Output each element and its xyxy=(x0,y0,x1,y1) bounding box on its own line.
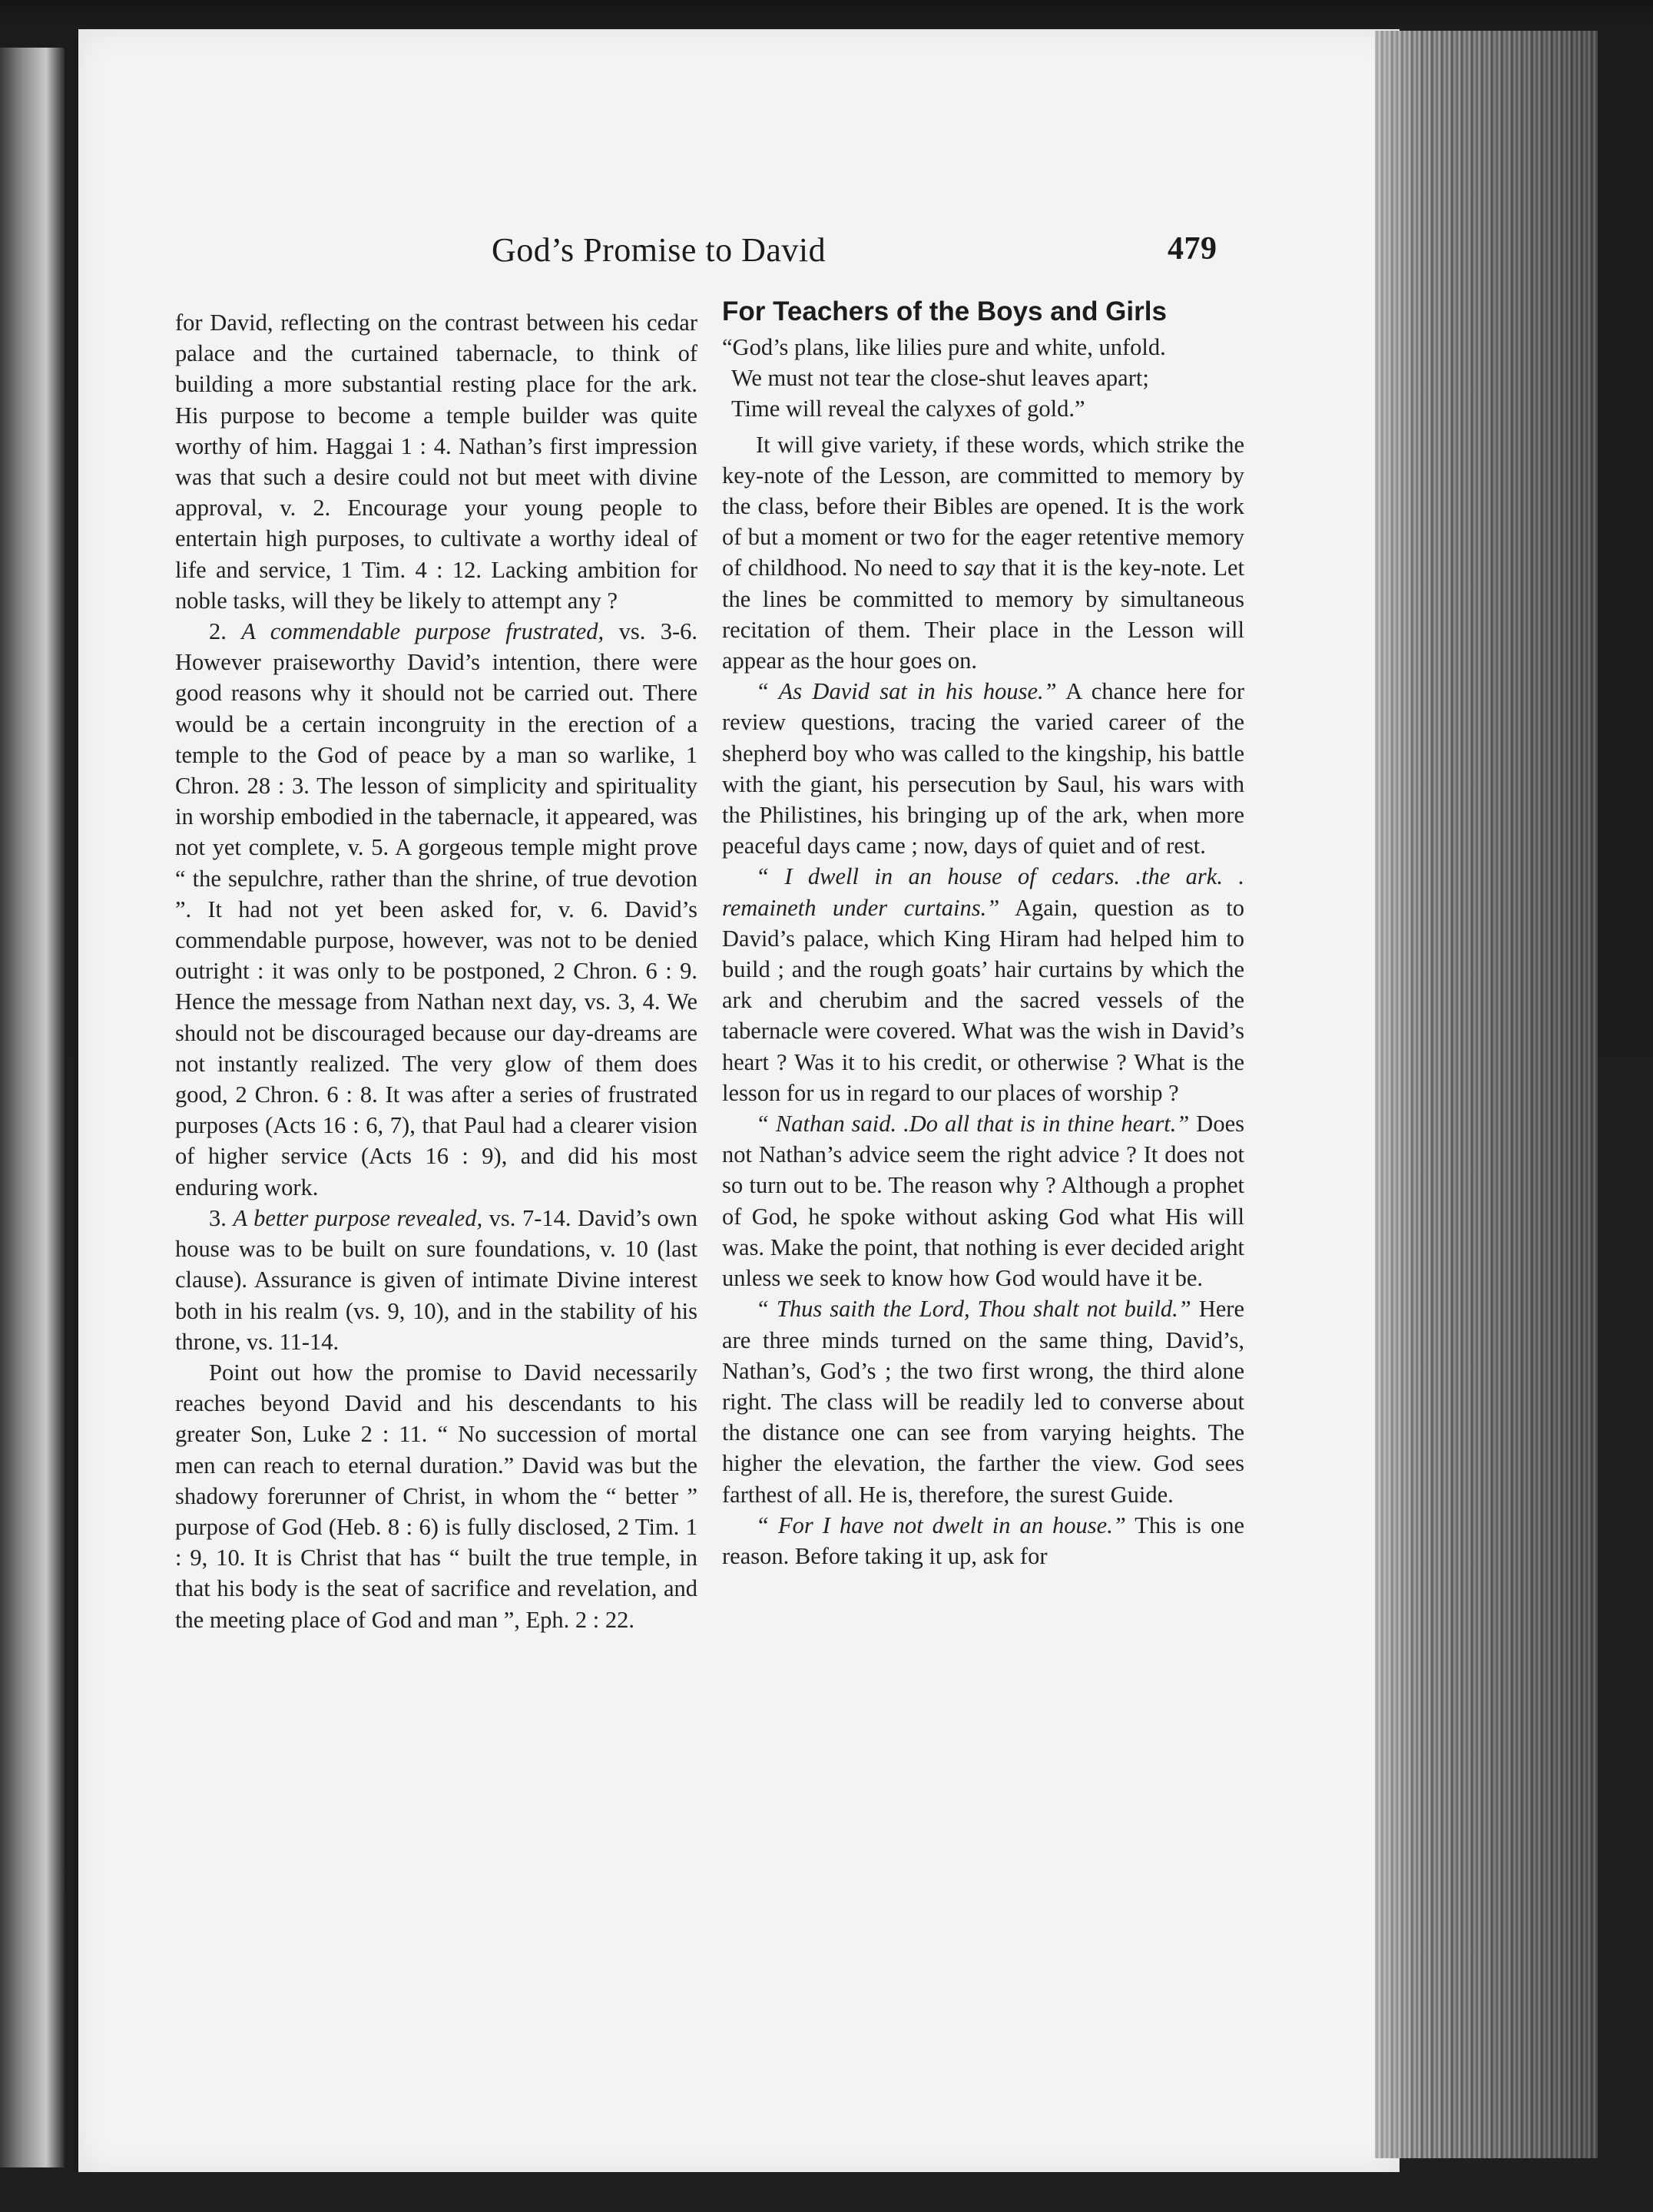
quotation: “ I dwell in an house of cedars. .the ark. . remaineth under curtains.” xyxy=(722,863,1244,921)
right-paragraph-1 xyxy=(722,429,1244,677)
point-title: A better purpose revealed, xyxy=(233,1204,483,1231)
page-number: 479 xyxy=(1168,231,1217,267)
poem-line: Time will reveal the calyxes of gold.” xyxy=(731,396,1085,422)
left-paragraph-1: for David, reflecting on the contrast between his cedar palace and the curtained tabernacle, to think of building a more substantial resting place for the ark. His purpose to become a temple builder was quite worthy of him. Haggai 1 : 4. Nathan’s first impression was that such a desire could not but meet with divine approval, v. 2. Encourage your young people to entertain high purposes, to cultivate a worthy ideal of life and service, 1 Tim. 4 : 12. Lacking ambition for noble tasks, will they be likely to attempt any ? xyxy=(175,310,697,614)
left-page-edge xyxy=(0,48,65,2167)
poem-line: We must not tear the close-shut leaves apart; xyxy=(731,365,1149,392)
quotation: “ Nathan said. .Do all that is in thine heart.” xyxy=(756,1111,1190,1137)
point-number: 3. xyxy=(209,1204,234,1231)
right-paragraph-5 xyxy=(722,1293,1244,1509)
right-column xyxy=(722,295,1244,1571)
point-text: vs. 7-14. David’s own house was to be built on sure foundations, v. 10 (last clause). Assurance is given of intimate Divine interest both in his realm (vs. 9, 10), and in the stability of his throne, vs. 11-14. xyxy=(175,1204,698,1355)
quotation: “ For I have not dwelt in an house.” xyxy=(756,1512,1126,1538)
text-run: A chance here for review questions, tracing the varied career of the shepherd boy who was called to the kingship, his battle with the giant, his persecution by Saul, his wars with the Philistines, his bringing up of the ark, when more peaceful days came ; now, days of quiet and of rest. xyxy=(722,678,1244,859)
left-paragraph-3 xyxy=(175,1203,697,1357)
text-run: This is one reason. Before taking it up, ask for xyxy=(722,1512,1244,1569)
left-paragraph-4: Point out how the promise to David necessarily reaches beyond David and his descendants to his greater Son, Luke 2 : 11. “ No succession of mortal men can reach to eternal duration.” David was but the shadowy forerunner of Christ, in whom the “ better ” purpose of God (Heb. 8 : 6) is fully disclosed, 2 Tim. 1 : 9, 10. It is Christ that has “ built the true temple, in that his body is the seat of sacrifice and revelation, and the meeting place of God and man ”, Eph. 2 : 22. xyxy=(175,1359,697,1633)
text-run: Here are three minds turned on the same thing, David’s, Nathan’s, God’s ; the two first wrong, the third alone right. The class will be readily led to converse about the distance one can see from varying heights. The higher the elevation, the farther the view. God sees farthest of all. He is, therefore, the surest Guide. xyxy=(722,1296,1244,1508)
right-paragraph-3 xyxy=(722,861,1244,1108)
quotation: “ As David sat in his house.” xyxy=(756,678,1057,705)
right-paragraph-4 xyxy=(722,1108,1244,1293)
left-column xyxy=(175,307,697,1635)
text-run: that it is the key-note. Let the lines be committed to memory by simultaneous recitation of them. Their place in the Lesson will appear as the hour goes on. xyxy=(722,555,1244,674)
emphasis: say xyxy=(963,555,995,581)
running-title: God’s Promise to David xyxy=(492,231,826,269)
epigraph-poem xyxy=(722,332,1244,425)
text-run: Again, question as to David’s palace, which King Hiram had helped him to build ; and the rough goats’ hair curtains by which the ark and cherubim and the sacred vessels of the tabernacle were covered. What was the wish in David’s heart ? Was it to his credit, or otherwise ? What is the lesson for us in regard to our places of worship ? xyxy=(722,894,1244,1106)
section-heading: For Teachers of the Boys and Girls xyxy=(722,296,1167,326)
text-run: It will give variety, if these words, which strike the key-note of the Lesson, are committed to memory by the class, before their Bibles are opened. It is the work of but a moment or two for the eager retentive memory of childhood. No need to xyxy=(722,431,1244,581)
page-fore-edge xyxy=(1375,31,1598,2158)
text-run: Does not Nathan’s advice seem the right advice ? It does not so turn out to be. The reason why ? Although a prophet of God, he spoke without asking God what His will was. Make the point, that nothing is ever decided aright unless we seek to know how God would have it be. xyxy=(722,1111,1244,1292)
point-title: A commendable purpose frustrated, xyxy=(241,618,605,645)
poem-line: “God’s plans, like lilies pure and white, unfold. xyxy=(722,334,1166,360)
right-paragraph-2 xyxy=(722,676,1244,861)
point-number: 2. xyxy=(209,618,242,645)
quotation: “ Thus saith the Lord, Thou shalt not build.” xyxy=(756,1296,1191,1323)
right-paragraph-6 xyxy=(722,1510,1244,1571)
point-text: vs. 3-6. However praiseworthy David’s intention, there were good reasons why it should not be carried out. There would be a certain incongruity in the erection of a temple to the God of peace by a man so warlike, 1 Chron. 28 : 3. The lesson of simplicity and spirituality in worship embodied in the tabernacle, it appeared, was not yet complete, v. 5. A gorgeous temple might prove “ the sepulchre, rather than the shrine, of true devotion ”. It had not yet been asked for, v. 6. David’s commendable purpose, however, was not to be denied outright : it was only to be postponed, 2 Chron. 6 : 9. Hence the message from Nathan next day, vs. 3, 4. We should not be discouraged because our day-dreams are not instantly realized. The very glow of them does good, 2 Chron. 6 : 8. It was after a series of frustrated purposes (Acts 16 : 6, 7), that Paul had a clearer vision of higher service (Acts 16 : 9), and did his most enduring work. xyxy=(175,618,698,1200)
left-paragraph-2 xyxy=(175,616,697,1203)
